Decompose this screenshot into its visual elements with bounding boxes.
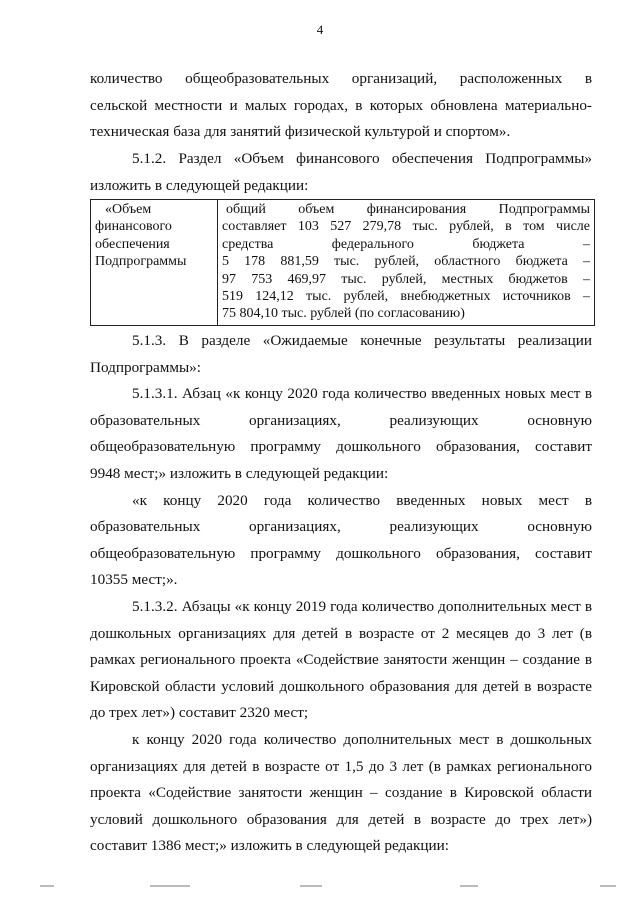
cell-line: средства федерального бюджета – [222,236,590,252]
text-line: проекта «Содействие занятости женщин – создание в Кировской области [90,784,592,802]
text-line: Кировской области условий дошкольного образования для детей в возрасте [90,677,592,695]
cell-line: 75 804,10 тыс. рублей (по согласованию) [222,306,465,322]
text-line: «к концу 2020 года количество введенных новых мест в [132,491,592,509]
cell-line: обеспечения [95,236,170,252]
cell-line: Подпрограммы [95,254,187,270]
text-line: 9948 мест;» изложить в следующей редакции: [90,464,389,482]
text-line: образовательных организациях, реализующих основную [90,518,592,536]
scan-artifact [460,885,478,887]
intro-paragraph [90,66,592,146]
table-value-cell [218,200,595,326]
text-line: дошкольных организациях для детей в возрасте от 2 месяцев до 3 лет (в [90,624,592,642]
text-line: 5.1.3. В разделе «Ожидаемые конечные результаты реализации [132,332,592,349]
cell-line: общий объем финансирования Подпрограммы [226,202,590,217]
finance-table [90,199,595,326]
text-line: общеобразовательную программу дошкольного образования, составит [90,544,592,562]
cell-line: составляет 103 527 279,78 тыс. рублей, в том числе [222,219,590,235]
text-line: до трех лет») составит 2320 мест; [90,704,309,722]
text-line: условий дошкольного образования для детей в возрасте до трех лет») [90,810,592,828]
text-line: 5.1.3.1. Абзац «к концу 2020 года количество введенных новых мест в [132,385,592,403]
text-line: изложить в следующей редакции: [90,176,309,194]
text-line: техническая база для занятий физической культурой и спортом». [90,123,511,141]
table-row [91,200,595,326]
text-line: составит 1386 мест;» изложить в следующей редакции: [90,837,449,855]
text-line: количество общеобразовательных организаций, расположенных в [90,70,592,87]
section-5-1-3 [90,328,592,860]
cell-line: «Объем [105,202,152,217]
text-line: общеобразовательную программу дошкольного образования, составит [90,438,592,456]
cell-line: 5 178 881,59 тыс. рублей, областного бюджета – [222,254,590,270]
text-line: 5.1.3.2. Абзацы «к концу 2019 года количество дополнительных мест в [132,597,592,615]
text-line: рамках регионального проекта «Содействие занятости женщин – создание в [90,651,592,669]
section-5-1-2 [90,146,592,199]
text-line: организациях для детей в возрасте от 1,5 до 3 лет (в рамках регионального [90,757,592,775]
text-line: сельской местности и малых городах, в которых обновлена материально- [90,96,592,114]
cell-line: финансового [95,219,172,235]
text-line: к концу 2020 года количество дополнительных мест в дошкольных [132,730,592,748]
text-line: Подпрограммы»: [90,358,201,376]
scan-artifact [150,885,190,887]
page-number: 4 [316,22,324,37]
cell-line: 97 753 469,97 тыс. рублей, местных бюджетов – [222,271,590,287]
scan-artifact [600,885,616,887]
scan-artifact [40,885,54,887]
cell-line: 519 124,12 тыс. рублей, внебюджетных источников – [222,289,590,305]
table-label-cell [91,200,218,326]
scan-artifact [300,885,322,887]
text-line: 10355 мест;». [90,571,178,589]
text-line: 5.1.2. Раздел «Объем финансового обеспечения Подпрограммы» [132,150,592,167]
text-line: образовательных организациях, реализующих основную [90,411,592,429]
